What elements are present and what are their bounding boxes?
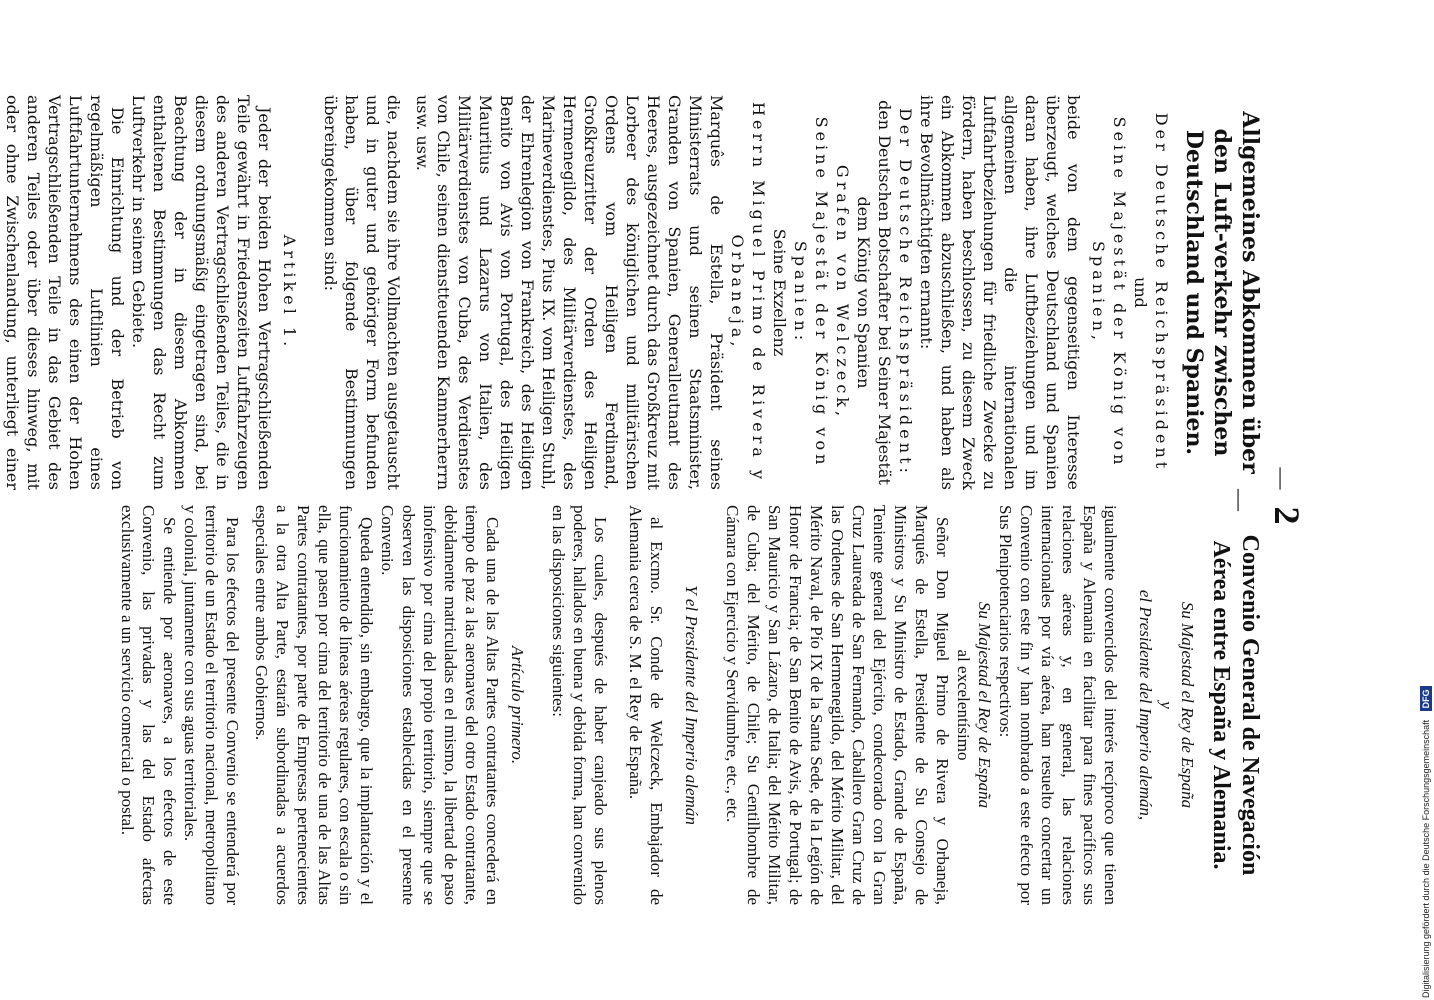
german-plen1-name: Grafen von Welczeck, — [833, 164, 852, 421]
german-closing: die, nachdem sie ihre Vollmachten ausgetauscht und in guter und gehöriger Form befunden haben, über folgende Bestimmungen übereingekommen sind: — [321, 95, 403, 490]
german-plen1-head: Der Deutsche Reichspräsident: — [896, 108, 915, 477]
german-column — [0, 95, 1300, 490]
dfg-logo: DFG — [1420, 686, 1432, 711]
german-plen2-titles: Marquês de Estella, Präsident seines Ministerrats und seinen Staatsminister, Granden von Spanien, Generalleutnant des Heeres, ausgezeichnet durch das Großkreuz mit Lorbeer des königlichen und militärischen Ordens vom Heiligen Ferdinand, Großkreuzritter der Orden des Heiligen Hermenegildo, des Militärverdienstes, des Marineverdienstes, Pius IX. vom Heiligen Stuhl, der Ehrenlegion von Frankreich, des Heiligen Benito von Avis von Portugal, des Heiligen Mauritius und Lazarus von Italien, des Militärverdienstes von Cuba, des Verdienstes von Chile, seinen dienstteuenden Kammerherrn usw. usw. — [413, 95, 726, 490]
spanish-article-heading: Artículo primero. — [508, 645, 527, 765]
german-plen2-head: Seine Majestät der König von Spanien: — [791, 116, 831, 469]
spanish-plen2-head: Y el Presidente del Imperio alemán — [682, 585, 701, 825]
spanish-column — [0, 505, 1300, 905]
german-party2: Seine Majestät der König von Spanien, — [1089, 116, 1129, 469]
german-art1-p2: Die Einrichtung und der Betrieb von regelmäßigen Luftlinien eines Luftfahrtunternehmens des einen der Hohen Vertragschließenden Teile in das Gebiet des anderen Teiles oder über dieses hinweg, mit oder ohne Zwischenlandung, unterliegt einer — [3, 95, 127, 490]
funding-note — [1418, 0, 1434, 998]
german-art1-p1: Jeder der beiden Hohen Vertragschließenden Teile gewährt in Friedenszeiten Luftfahrzeugen des anderen Vertragschließenden Teiles, die in diesem ordnungsmäßig eingetragen sind, bei Beachtung der in diesem Abkommen enthaltenen Bestimmungen das Recht zum Luftverkehr in seinem Gebiete. — [129, 95, 274, 490]
spanish-art1-p3: Para los efectos del presente Convenio se entenderá por territorio de un Estado el territorio nacional, metropolitano y colonial, juntamente con sus aguas territoriales. — [181, 505, 242, 905]
german-plen2-excellency: Seine Exzellenz — [770, 228, 789, 357]
spanish-art1-p4: Se entiende por aeronaves, a los efectos de este Convenio, las privadas y las del Estado afectas exclusivamente a un servicio comercial o postal. — [118, 505, 179, 905]
spanish-party2: el Presidente del Imperio alemán, — [1136, 589, 1155, 821]
spanish-y: y — [1157, 701, 1176, 709]
german-plen1-title: den Deutschen Botschafter bei Seiner Majestät dem König von Spanien — [854, 100, 894, 485]
spanish-plen1-head: Su Majestad el Rey de España — [975, 601, 994, 809]
spanish-plen2-text: al Excmo. Sr. Conde de Welczeck, Embajador de Alemania cerca de S. M. el Rey de España. — [626, 505, 666, 905]
spanish-art1-p2: Queda entendido, sin embargo, que la implantación y el funcionamiento de líneas aéreas regulares, con escala o sin ella, que pasen por cima del territorio de una de las Altas Partes contratantes, por parte de Empresas pertenecientes a la otra Alta Parte, estarán subordinadas a acuerdos especiales entre ambos Gobiernos. — [252, 505, 376, 905]
spanish-plen1-text: Señor Don Miguel Primo de Rivera y Orbaneja, Marqués de Estella, Presidente de Su Consejo de Ministros y Su Ministro de Estado, Grande de España, Teniente general del Ejército, condecorado con la Gran Cruz Laureada de San Fernando, Caballero Gran Cruz de las Ordenes de San Hermenegildo, del Mérito Militar, del Mérito Naval, de Pío IX de la Santa Sede, de la Legión de Honor de Francia; de San Benito de Avis, de Portugal; de San Mauricio y San Lázaro, de Italia; del Mérito Militar, de Cuba; del Mérito, de Chile; Su Gentilhombre de Cámara con Ejercicio y Servidumbre, etc., etc. — [723, 505, 952, 905]
spanish-party1: Su Majestad el Rey de España — [1178, 601, 1197, 809]
german-article-heading: Artikel 1. — [280, 234, 299, 351]
german-und: und — [1131, 277, 1150, 308]
german-preamble: beide von dem gegenseitigen Interesse überzeugt, welches Deutschland und Spanien daran haben, ihre Luftbeziehungen und im allgemeinen die internationalen Luftfahrtbeziehungen für friedliche Zwecke zu fördern, haben beschlossen, zu diesem Zweck ein Abkommen abzuschließen, und haben als ihre Bevollmächtigten ernannt: — [917, 95, 1083, 490]
german-plen2-name: Herrn Miguel Primo de Rivera y Orbaneja, — [728, 101, 768, 484]
funding-note-text: Digitalisierung gefördert durch die Deutsche Forschungsgemeinschaft — [1421, 719, 1431, 998]
spanish-title: Convenio General de Navegación Aérea entre España y Alemania. — [1208, 534, 1263, 876]
spanish-preamble: igualmente convencidos del interés recíproco que tienen España y Alemania en facilitar para fines pacíficos sus relaciones aéreas y, en general, las relaciones internacionales por vía aérea, han resuelto concertar un Convenio con este fin y han nombrado a este efecto por Sus Plenipotenciarios respectivos: — [996, 505, 1120, 905]
spanish-art1-p1: Cada una de las Altas Partes contratantes concederá en tiempo de paz a las aeronaves del otro Estado contratante, debidamente matriculadas en el mismo, la libertad de paso inofensivo por cima del propio territorio, siempre que se observen las disposiciones establecidas en el presente Convenio. — [378, 505, 502, 905]
spanish-plen1-excellency: al excelentísimo — [954, 649, 973, 761]
spanish-closing: Los cuales, después de haber canjeado sus plenos poderes, hallados en buena y debida forma, han convenido en las disposiciones siguientes: — [549, 505, 610, 905]
german-party1: Der Deutsche Reichspräsident — [1152, 112, 1171, 473]
german-title: Allgemeines Abkommen über den Luft-verkehr zwischen Deutschland und Spanien. — [1181, 111, 1263, 474]
page-number: — 2 — — [1228, 467, 1307, 533]
